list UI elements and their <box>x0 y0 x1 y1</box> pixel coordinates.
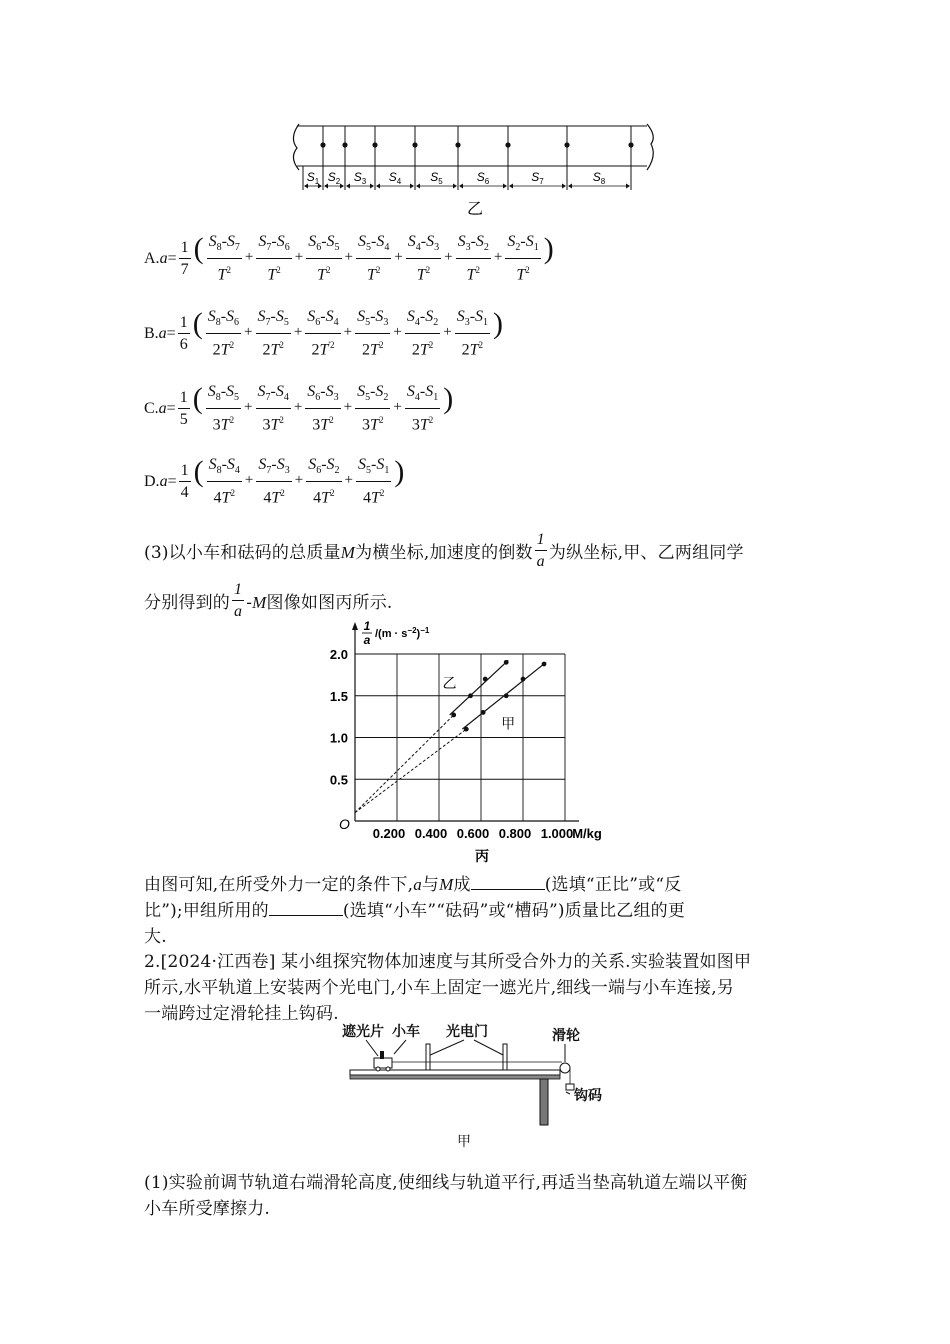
q2-line2: 所示,水平轨道上安装两个光电门,小车上固定一遮光片,细线一端与小车连接,另 <box>144 978 735 998</box>
series-line <box>450 660 509 715</box>
label-gate: 光电门 <box>446 1023 488 1039</box>
label-shade: 遮光片 <box>342 1023 384 1039</box>
y-label-unit: $/(m \cdot s^{-2})^{-1}$ <box>375 626 430 640</box>
x-tick-label: 0.400 <box>414 826 448 841</box>
tape-caption: 乙 <box>466 201 484 218</box>
data-point <box>504 693 509 698</box>
x-tick-label: 0.800 <box>498 826 532 841</box>
data-point <box>504 660 509 665</box>
tape-dot <box>455 142 460 147</box>
option-a[interactable]: A. a = $\frac{1}{7}$ ( $\frac{S_8-S_7}{T^2}$ + $\frac{S_7-S_6}{T^2}$ + $\frac{S_6-S_5}{T^2}$ + $\frac{S_5-S_4}{T^2}$ + $\frac{S_4-S_3}{T^2}$ + $\frac{S_3-S_2}{T^2}$ + $\frac{S_2-S_1}{T^2}$ ) <box>144 232 554 284</box>
apparatus-caption: 甲 <box>457 1133 471 1149</box>
apparatus-figure <box>340 1018 630 1153</box>
option-b[interactable]: B. a = $\frac{1}{6}$ ( $\frac{S_8-S_6}{2T^2}$ + $\frac{S_7-S_5}{2T^2}$ + $\frac{S_6-S_4}{2T^{'2}}$ + $\frac{S_5-S_3}{2T^2}$ + $\frac{S_4-S_2}{2T^2}$ + $\frac{S_3-S_1}{2T^2}$ ) <box>144 307 504 359</box>
label-hook: 钩码 <box>574 1087 602 1103</box>
tape-dot <box>628 142 633 147</box>
tape-segment-label: $S_3$ <box>353 170 367 186</box>
tape-figure <box>285 118 665 223</box>
tape-dot <box>320 142 325 147</box>
q2-line1: 2.[2024·江西卷] 某小组探究物体加速度与其所受合外力的关系.实验装置如图甲 <box>144 952 752 972</box>
blank-1[interactable] <box>471 871 545 890</box>
label-cart: 小车 <box>392 1023 420 1039</box>
data-point <box>542 662 547 667</box>
tape-segment-label: $S_5$ <box>430 170 443 186</box>
data-point <box>468 693 473 698</box>
tape-dot <box>372 142 377 147</box>
q2-line3: 一端跨过定滑轮挂上钩码. <box>144 1004 339 1024</box>
q3-line2: 分别得到的 $\frac{1}{a}$ -M图像如图丙所示. <box>144 581 393 620</box>
tape-segment-label: $S_2$ <box>327 170 341 186</box>
chart <box>320 618 630 868</box>
y-tick-label: 0.5 <box>329 772 348 788</box>
q3-line1: (3)以小车和砝码的总质量M为横坐标,加速度的倒数 $\frac{1}{a}$ 为纵坐标,甲、乙两组同学 <box>144 531 744 570</box>
tape-dot <box>342 142 347 147</box>
blank-2[interactable] <box>269 897 343 916</box>
q2-1-line1: (1)实验前调节轨道右端滑轮高度,使细线与轨道平行,再适当垫高轨道左端以平衡 <box>144 1173 748 1193</box>
series-label: 甲 <box>501 715 516 732</box>
y-label-numerator: 1 <box>363 619 371 633</box>
tape-dot <box>412 142 417 147</box>
x-tick-label: 1.000 <box>540 826 574 841</box>
origin-label: O <box>339 816 350 832</box>
tape-segment-label: $S_1$ <box>306 170 320 186</box>
label-pulley: 滑轮 <box>552 1027 580 1043</box>
y-tick-label: 1.0 <box>329 730 348 746</box>
q2-1-line2: 小车所受摩擦力. <box>144 1199 271 1219</box>
y-tick-label: 1.5 <box>329 688 348 704</box>
data-point <box>521 677 526 682</box>
series-extrapolation <box>355 729 466 813</box>
conclusion-line3: 大. <box>144 927 167 947</box>
option-c[interactable]: C. a = $\frac{1}{5}$ ( $\frac{S_8-S_5}{3T^2}$ + $\frac{S_7-S_4}{3T^2}$ + $\frac{S_6-S_3}{3T^2}$ + $\frac{S_5-S_2}{3T^2}$ + $\frac{S_4-S_1}{3T^2}$ ) <box>144 382 454 434</box>
tape-segment-label: $S_6$ <box>476 170 490 186</box>
series-label: 乙 <box>442 674 457 691</box>
option-d[interactable]: D. a = $\frac{1}{4}$ ( $\frac{S_8-S_4}{4T^2}$ + $\frac{S_7-S_3}{4T^2}$ + $\frac{S_6-S_2}{4T^2}$ + $\frac{S_5-S_1}{4T^2}$ ) <box>144 455 405 507</box>
chart-caption: 丙 <box>475 848 489 864</box>
data-point <box>464 727 469 732</box>
y-label-denominator: a <box>363 633 371 647</box>
tape-dot <box>564 142 569 147</box>
conclusion-line1: 由图可知,在所受外力一定的条件下,a与M成 (选填“正比”或“反 <box>144 870 681 900</box>
x-tick-label: 0.600 <box>456 826 490 841</box>
data-point <box>483 677 488 682</box>
x-tick-label: 0.200 <box>372 826 406 841</box>
tape-segment-label: $S_7$ <box>531 170 544 186</box>
data-point <box>481 710 486 715</box>
y-tick-label: 2.0 <box>329 647 348 662</box>
x-axis-label: M/kg <box>572 826 602 841</box>
tape-segment-label: $S_8$ <box>592 170 606 186</box>
data-point <box>451 713 456 718</box>
tape-segment-label: $S_4$ <box>388 170 402 186</box>
conclusion-line2: 比”);甲组所用的 (选填“小车”“砝码”或“槽码”)质量比乙组的更 <box>144 896 685 926</box>
tape-dot <box>505 142 510 147</box>
